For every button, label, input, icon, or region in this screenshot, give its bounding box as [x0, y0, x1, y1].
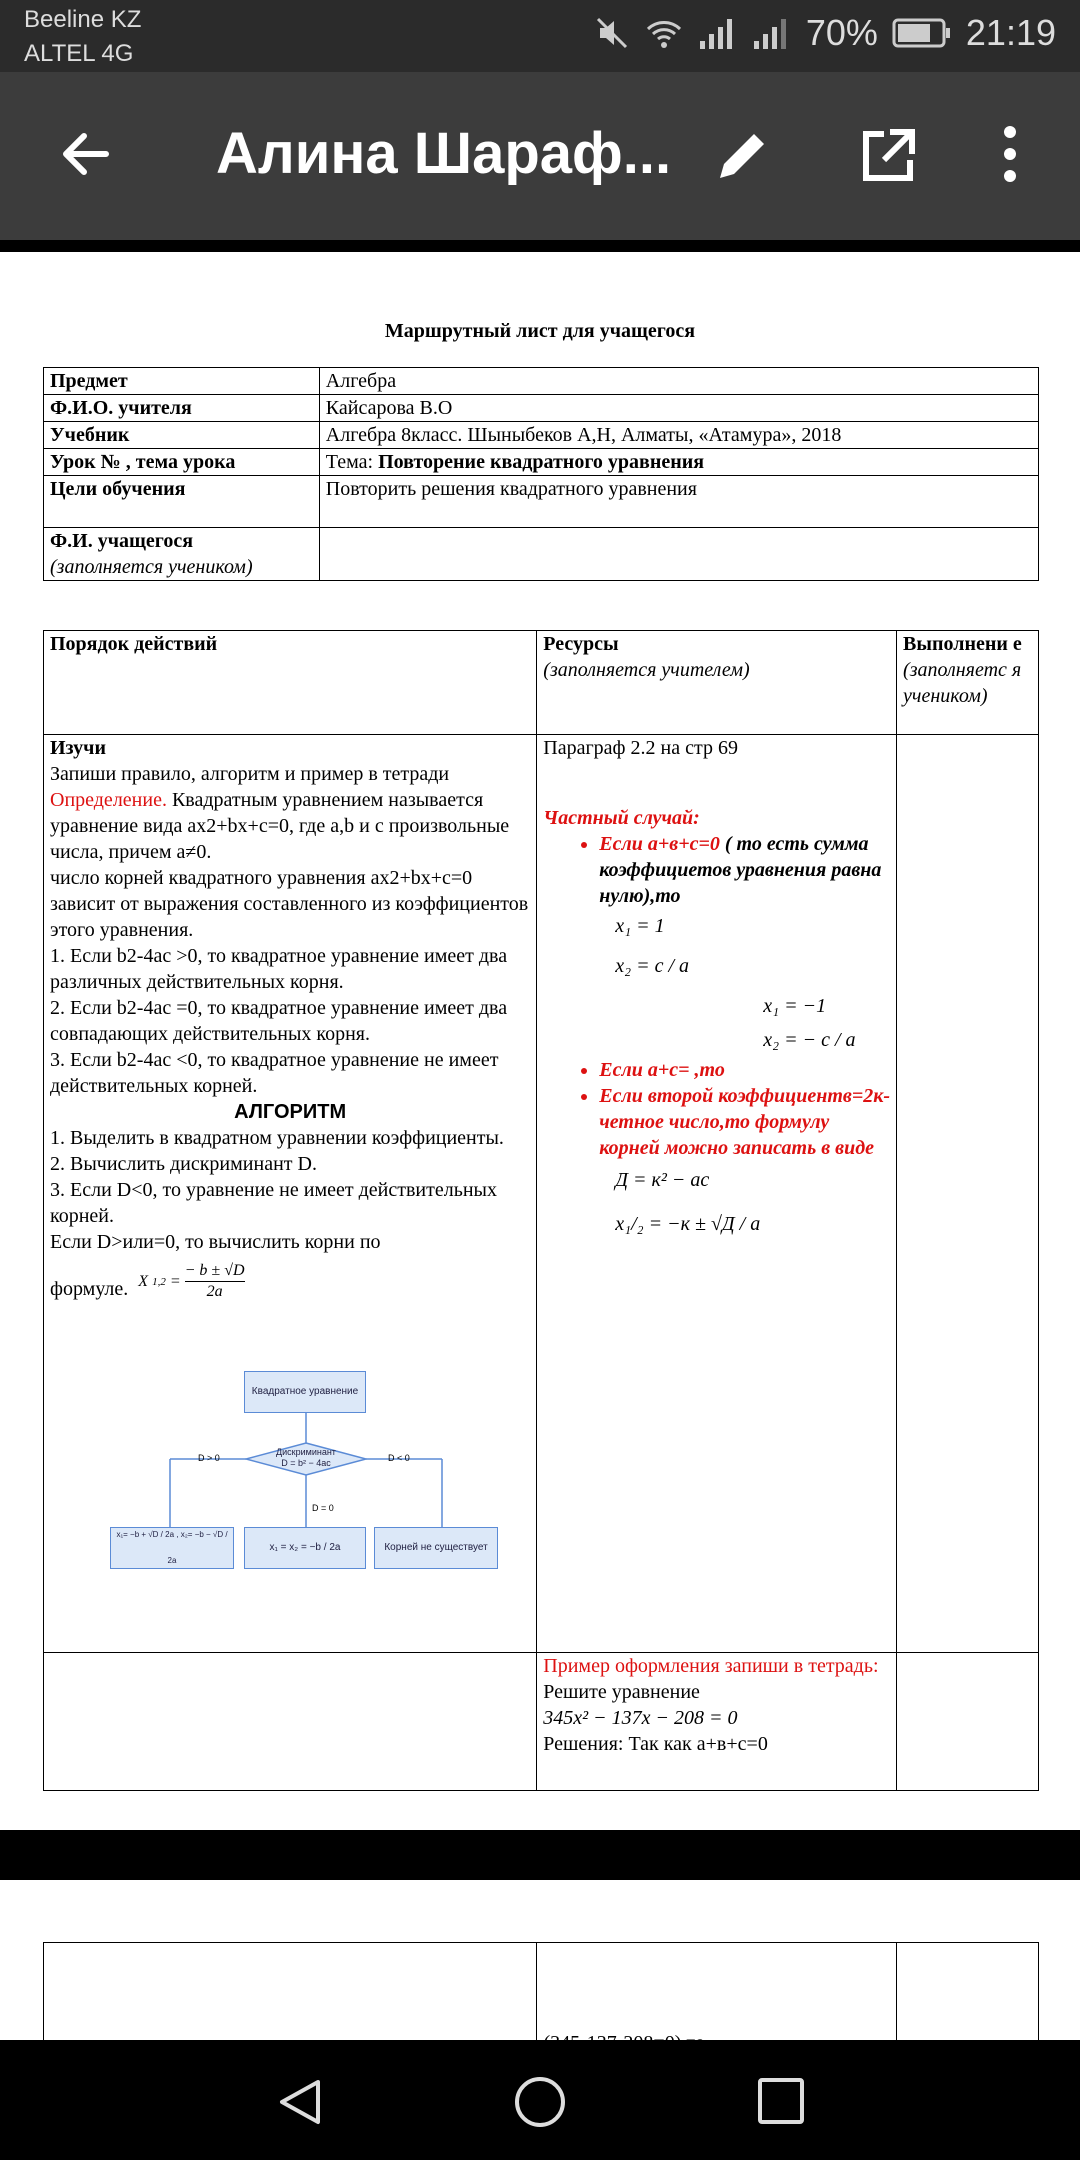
header-resources-title: Ресурсы — [543, 633, 619, 655]
info-value: Повторить решения квадратного уравнения — [319, 476, 1038, 528]
back-arrow-icon[interactable] — [56, 124, 116, 184]
study-cell — [44, 735, 537, 1653]
case-1: 1. Если b2-4ac >0, то квадратное уравнение имеет два различных действительных корня. — [50, 945, 508, 993]
definition-text: Квадратным уравнением называется уравнение вида ax2+bx+c=0, где a,b и с произвольные числа, причем a≠0. — [50, 789, 510, 863]
signal-icon — [698, 15, 738, 51]
done-cell[interactable] — [897, 735, 1039, 1653]
x12-formula: x₁/₂ = −к ± √Д / а — [615, 1213, 761, 1235]
study-heading: Изучи — [50, 737, 106, 759]
info-row — [44, 422, 1039, 449]
student-label-sub: (заполняется учеником) — [50, 556, 253, 578]
flow-diamond-line2: D = b² − 4ac — [281, 1458, 331, 1468]
bullet-even-coef: • Если второй коэффициентв=2к-четное число,то формулу корней можно записать в виде — [599, 1083, 890, 1161]
flow-right-label: D < 0 — [388, 1453, 410, 1463]
example-cell — [537, 1653, 897, 1791]
d-formula: Д = к² − ас — [615, 1169, 710, 1191]
definition-label: Определение. — [50, 789, 167, 811]
header-resources-sub: (заполняется учителем) — [543, 659, 750, 681]
example-left-cell — [44, 1653, 537, 1791]
x2-eq-c-a: x₂ = c / a — [615, 955, 690, 977]
example-solve: Решите уравнение — [543, 1681, 700, 1703]
flow-diamond-line1: Дискриминант — [276, 1447, 336, 1457]
formula-x: X — [138, 1272, 149, 1290]
info-label: Учебник — [44, 422, 320, 449]
case-2: 2. Если b2-4ac =0, то квадратное уравнение имеет два совпадающих действительных корня. — [50, 997, 508, 1045]
info-label: Ф.И.О. учителя — [44, 395, 320, 422]
formula-den: 2a — [206, 1283, 223, 1300]
topic-name: Повторение квадратного уравнения — [378, 451, 705, 473]
flow-box-left: x₁= −b + √D / 2a , x₂= −b − √D / 2a — [110, 1527, 234, 1569]
algo-step-2: 2. Вычислить дискриминант D. — [50, 1153, 317, 1175]
formula-num: − b ± √D — [185, 1261, 245, 1282]
definition — [50, 787, 530, 865]
battery-percent: 70% — [805, 12, 878, 53]
info-value: Кайсарова В.О — [319, 395, 1038, 422]
algorithm-title: АЛГОРИТМ — [234, 1101, 347, 1123]
flow-left-label: D > 0 — [198, 1453, 220, 1463]
formula-sub: 1,2 — [152, 1275, 166, 1288]
study-row — [44, 735, 1039, 1653]
info-label: Предмет — [44, 368, 320, 395]
resources-cell — [537, 735, 897, 1653]
nav-home-icon[interactable] — [512, 2074, 568, 2130]
roots-formula: X 1,2 = $\frac{- b \pm √D}{2a}$ — [138, 1262, 245, 1300]
mute-icon — [594, 15, 630, 51]
info-label: Урок № , тема урока — [44, 449, 320, 476]
flow-box-right: Корней не существует — [374, 1527, 498, 1569]
student-label: Ф.И. учащегося — [50, 530, 194, 552]
info-value — [319, 528, 1038, 581]
app-bar — [0, 72, 1080, 240]
document-title: Алина Шараф... — [216, 121, 672, 186]
flow-box-mid: x₁ = x₂ = −b / 2a — [244, 1527, 366, 1569]
example-done-cell[interactable] — [897, 1653, 1039, 1791]
carrier-name: Beeline KZ — [24, 6, 142, 33]
study-line: Запиши правило, алгоритм и пример в тетради — [50, 763, 450, 785]
example-equation: 345x² − 137x − 208 = 0 — [543, 1707, 738, 1729]
info-row — [44, 395, 1039, 422]
example-solution: Решения: Так как а+в+с=0 — [543, 1733, 768, 1755]
algo-step-5: формуле. — [50, 1278, 129, 1300]
bullet-sum-zero — [599, 831, 890, 909]
info-value — [319, 449, 1038, 476]
example-title: Пример оформления запиши в тетрадь: — [543, 1655, 879, 1677]
document-page-2[interactable] — [0, 1880, 1080, 2040]
x1-eq-minus-1: x₁ = −1 — [763, 995, 827, 1017]
actions-table — [43, 630, 1039, 1791]
more-vert-icon[interactable] — [990, 122, 1030, 186]
flow-mid-label: D = 0 — [312, 1503, 334, 1513]
case-3: 3. Если b2-4ac <0, то квадратное уравнение не имеет действительных корней. — [50, 1049, 499, 1097]
open-external-icon[interactable] — [858, 126, 918, 186]
status-bar — [0, 0, 1080, 72]
flow-top-box: Квадратное уравнение — [244, 1371, 366, 1413]
carrier-network: ALTEL 4G — [24, 40, 134, 67]
bullet-sum-zero-red: Если а+в+с=0 — [599, 833, 720, 855]
clock: 21:19 — [965, 12, 1056, 53]
info-row — [44, 368, 1039, 395]
info-row — [44, 476, 1039, 528]
flow-diamond-text — [256, 1447, 356, 1469]
wifi-icon — [644, 15, 684, 51]
info-label: Цели обучения — [44, 476, 320, 528]
info-value: Алгебра — [319, 368, 1038, 395]
document-page-1[interactable] — [0, 252, 1080, 1830]
header-actions: Порядок действий — [44, 631, 537, 735]
header-resources — [537, 631, 897, 735]
x1-eq-1: x₁ = 1 — [615, 915, 665, 937]
info-row — [44, 528, 1039, 581]
special-case-title: Частный случай: — [543, 807, 700, 829]
info-value: Алгебра 8класс. Шыныбеков А,Н, Алматы, «Атамура», 2018 — [319, 422, 1038, 449]
battery-icon — [892, 17, 952, 49]
info-table — [43, 367, 1039, 581]
navigation-bar — [0, 2040, 1080, 2160]
roots-line: число корней квадратного уравнения ax2+bx+c=0 зависит от выражения составленного из коэффициентов этого уравнения. — [50, 867, 529, 941]
signal-icon-2 — [752, 15, 792, 51]
bullet-a-plus-c: • Если а+с= ,то — [599, 1057, 890, 1083]
algo-formula-line — [50, 1261, 530, 1302]
flowchart — [110, 1371, 490, 1591]
info-label — [44, 528, 320, 581]
nav-recents-icon[interactable] — [756, 2076, 806, 2126]
info-row — [44, 449, 1039, 476]
edit-pencil-icon[interactable] — [712, 126, 772, 186]
header-done-sub: (заполняетс я учеником) — [903, 659, 1022, 707]
header-row — [44, 631, 1039, 735]
algo-step-3: 3. Если D<0, то уравнение не имеет действительных корней. — [50, 1179, 497, 1227]
doc-title: Маршрутный лист для учащегося — [384, 320, 696, 342]
paragraph-ref: Параграф 2.2 на стр 69 — [543, 737, 738, 759]
example-row — [44, 1653, 1039, 1791]
header-done-title: Выполнени е — [903, 633, 1022, 655]
algo-step-1: 1. Выделить в квадратном уравнении коэффициенты. — [50, 1127, 504, 1149]
bullet-sum-zero-rest: ( то есть сумма коэффициетов уравнения равна нулю),то — [599, 833, 882, 907]
algo-step-4: Если D>или=0, то вычислить корни по — [50, 1231, 381, 1253]
nav-back-icon[interactable] — [274, 2076, 326, 2128]
header-done — [897, 631, 1039, 735]
x2-eq-minus-c-a: x₂ = − c / a — [763, 1029, 856, 1051]
topic-prefix: Тема: — [325, 451, 379, 473]
